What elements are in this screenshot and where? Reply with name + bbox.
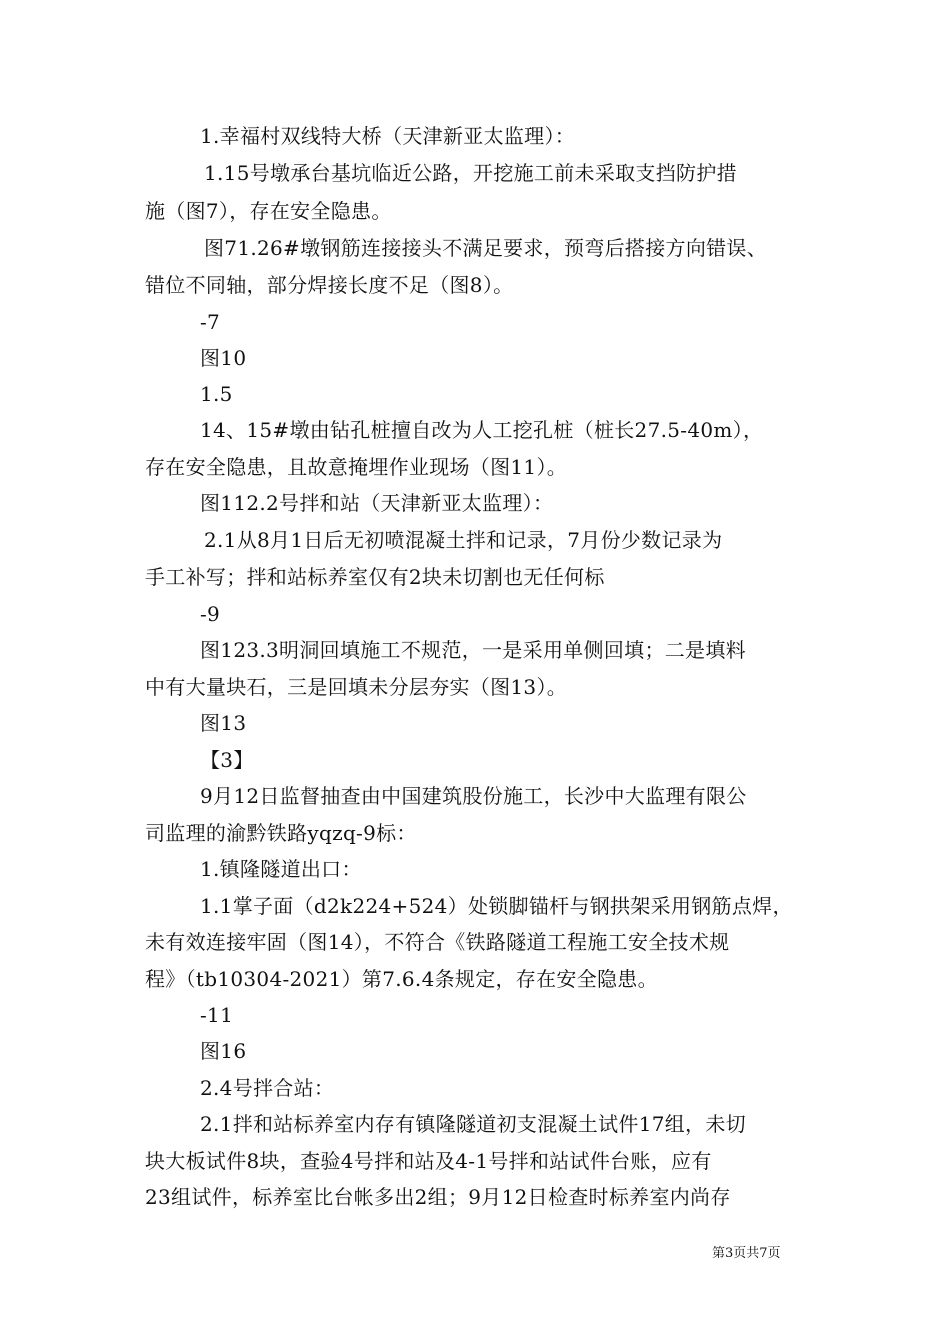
text-line: 1.幸福村双线特大桥（天津新亚太监理）： (200, 124, 576, 148)
text-line: 23组试件，标养室比台帐多出2组；9月12日检查时标养室内尚存 (145, 1185, 731, 1209)
text-line: 未有效连接牢固（图14），不符合《铁路隧道工程施工安全技术规 (145, 930, 730, 954)
text-line: 2.4号拌合站： (200, 1076, 335, 1100)
text-line: 图123.3明洞回填施工不规范，一是采用单侧回填；二是填料 (200, 638, 746, 662)
text-line: 图112.2号拌和站（天津新亚太监理）： (200, 491, 554, 515)
text-line: 图13 (200, 711, 247, 735)
text-line: 司监理的渝黔铁路yqzq-9标： (145, 821, 417, 845)
text-line: -11 (200, 1003, 234, 1027)
text-line: 【3】 (200, 748, 254, 772)
text-line: 中有大量块石，三是回填未分层夯实（图13）。 (145, 675, 568, 699)
text-line: -9 (200, 602, 221, 626)
text-line: 1.镇隆隧道出口： (200, 857, 362, 881)
text-line: -7 (200, 310, 221, 334)
text-line: 图16 (200, 1039, 247, 1063)
text-line: 程》（tb10304-2021）第7.6.4条规定，存在安全隐患。 (145, 967, 658, 991)
text-line: 1.5 (200, 382, 233, 406)
text-line: 施（图7），存在安全隐患。 (145, 199, 392, 223)
text-line: 2.1从8月1日后无初喷混凝土拌和记录，7月份少数记录为 (204, 528, 723, 552)
text-line: 图71.26#墩钢筋连接接头不满足要求，预弯后搭接方向错误、 (204, 236, 768, 260)
text-line: 存在安全隐患，且故意掩埋作业现场（图11）。 (145, 455, 568, 479)
text-line: 块大板试件8块，查验4号拌和站及4-1号拌和站试件台账，应有 (145, 1149, 712, 1173)
text-line: 1.1掌子面（d2k224+524）处锁脚锚杆与钢拱架采用钢筋点焊， (200, 894, 793, 918)
text-line: 14、15#墩由钻孔桩擅自改为人工挖孔桩（桩长27.5-40m）， (200, 418, 764, 442)
text-line: 手工补写；拌和站标养室仅有2块未切割也无任何标 (145, 565, 605, 589)
text-line: 图10 (200, 346, 247, 370)
text-line: 1.15号墩承台基坑临近公路，开挖施工前未采取支挡防护措 (204, 161, 737, 185)
text-line: 2.1拌和站标养室内存有镇隆隧道初支混凝土试件17组，未切 (200, 1112, 746, 1136)
text-line: 错位不同轴，部分焊接长度不足（图8）。 (145, 273, 514, 297)
text-line: 9月12日监督抽查由中国建筑股份施工，长沙中大监理有限公 (200, 784, 747, 808)
page-number-footer: 第3页共7页 (712, 1246, 781, 1261)
